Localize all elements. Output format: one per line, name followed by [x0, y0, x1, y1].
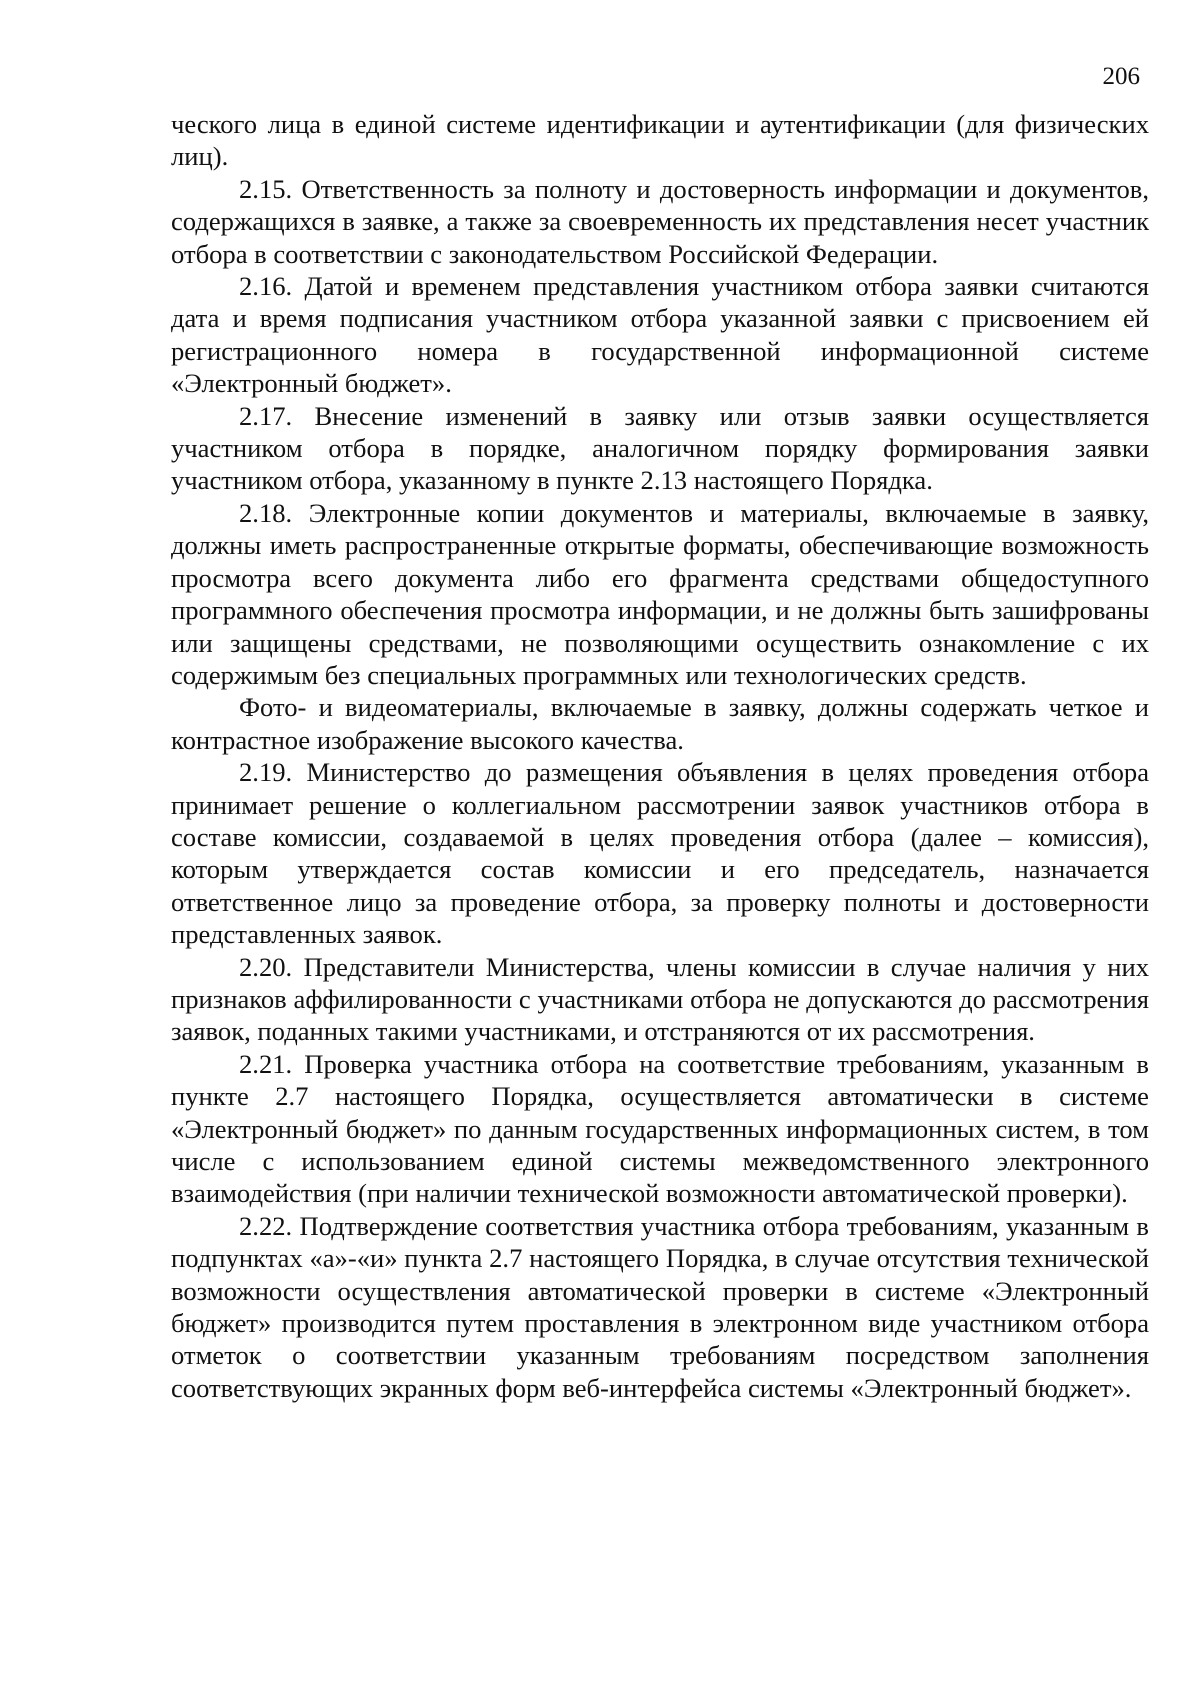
paragraph-2-19: 2.19. Министерство до размещения объявления в целях проведения отбора принимает решение о коллегиальном рассмотрении заявок участников отбора в составе комиссии, создаваемой в целях проведения отбора (далее – комиссия), которым утверждается состав комиссии и его председатель, назначается ответственное лицо за проведение отбора, за проверку полноты и достоверности представленных заявок. — [171, 757, 1149, 950]
paragraph-2-17: 2.17. Внесение изменений в заявку или отзыв заявки осуществляется участником отбора в порядке, аналогичном порядку формирования заявки участником отбора, указанному в пункте 2.13 настоящего Порядка. — [171, 400, 1149, 496]
document-body — [171, 108, 1149, 1404]
page-number: 206 — [1102, 63, 1140, 90]
paragraph-continuation: ческого лица в единой системе идентификации и аутентификации (для физических лиц). — [171, 109, 1149, 172]
paragraph-2-15: 2.15. Ответственность за полноту и достоверность информации и документов, содержащихся в заявке, а также за своевременность их представления несет участник отбора в соответствии с законодательством Российской Федерации. — [171, 173, 1149, 269]
paragraph-2-16: 2.16. Датой и временем представления участником отбора заявки считаются дата и время подписания участником отбора указанной заявки с присвоением ей регистрационного номера в государственной информационной системе «Электронный бюджет». — [171, 271, 1149, 399]
paragraph-2-22: 2.22. Подтверждение соответствия участника отбора требованиям, указанным в подпунктах «а»-«и» пункта 2.7 настоящего Порядка, в случае отсутствия технической возможности осуществления автоматической проверки в системе «Электронный бюджет» производится путем проставления в электронном виде участником отбора отметок о соответствии указанным требованиям посредством заполнения соответствующих экранных форм веб-интерфейса системы «Электронный бюджет». — [171, 1210, 1149, 1403]
paragraph-2-18-photo: Фото- и видеоматериалы, включаемые в заявку, должны содержать четкое и контрастное изображение высокого качества. — [171, 692, 1149, 755]
paragraph-2-21: 2.21. Проверка участника отбора на соответствие требованиям, указанным в пункте 2.7 настоящего Порядка, осуществляется автоматически в системе «Электронный бюджет» по данным государственных информационных систем, в том числе с использованием единой системы межведомственного электронного взаимодействия (при наличии технической возможности автоматической проверки). — [171, 1048, 1149, 1209]
paragraph-2-18: 2.18. Электронные копии документов и материалы, включаемые в заявку, должны иметь распространенные открытые форматы, обеспечивающие возможность просмотра всего документа либо его фрагмента средствами общедоступного программного обеспечения просмотра информации, и не должны быть зашифрованы или защищены средствами, не позволяющими осуществить ознакомление с их содержимым без специальных программных или технологических средств. — [171, 497, 1149, 690]
paragraph-2-20: 2.20. Представители Министерства, члены комиссии в случае наличия у них признаков аффилированности с участниками отбора не допускаются до рассмотрения заявок, поданных такими участниками, и отстраняются от их рассмотрения. — [171, 951, 1149, 1047]
